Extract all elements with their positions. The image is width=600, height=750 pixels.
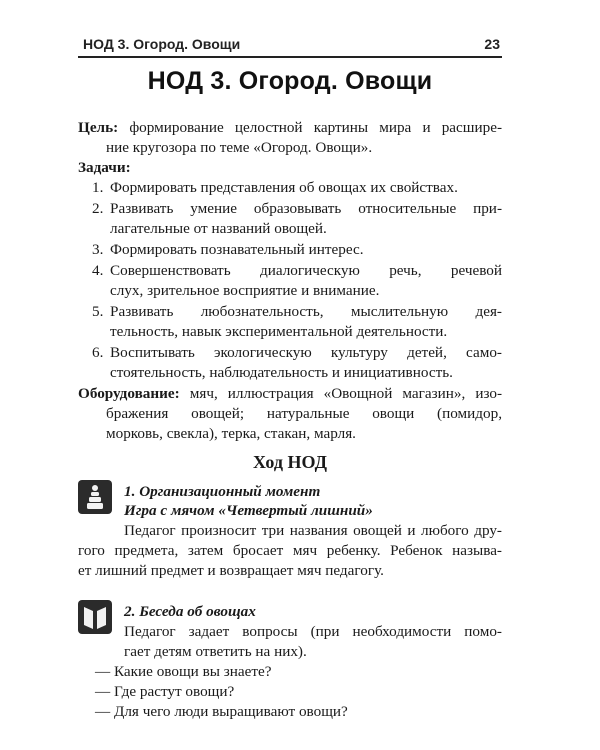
step1-line: гого предмета, затем бросает мяч ребенку. Ребенок называ- [78, 542, 502, 559]
equipment-label: Оборудование: [78, 385, 180, 402]
step1-title: 1. Организационный момент [124, 483, 321, 500]
task-number: 5. [92, 303, 104, 320]
task-number: 6. [92, 344, 104, 361]
equipment-line-1 [78, 384, 502, 404]
task-line: лагательные от названий овощей. [110, 220, 327, 237]
goal-line-1 [78, 118, 502, 138]
page-number: 23 [484, 36, 500, 52]
step2-line: Педагог задает вопросы (при необходимости помо- [124, 623, 502, 640]
task-number: 2. [92, 200, 104, 217]
running-title: НОД 3. Огород. Овощи [83, 36, 241, 52]
question-item: — Где растут овощи? [95, 683, 235, 700]
step1-subtitle: Игра с мячом «Четвертый лишний» [124, 502, 373, 519]
conversation-icon [78, 600, 112, 634]
course-heading: Ход НОД [252, 452, 328, 472]
step2-title: 2. Беседа об овощах [124, 603, 256, 620]
task-line: стоятельность, наблюдательность и инициативность. [110, 364, 453, 381]
task-number: 1. [92, 179, 104, 196]
task-line: Совершенствовать диалогическую речь, речевой [110, 262, 502, 279]
running-header [83, 36, 500, 54]
step2-line: гает детям ответить на них). [124, 643, 307, 660]
page-title: НОД 3. Огород. Овощи [147, 67, 433, 95]
goal-line-2: ние кругозора по теме «Огород. Овощи». [106, 139, 373, 156]
step1-line: Педагог произносит три названия овощей и любого дру- [124, 522, 502, 539]
task-line: Формировать представления об овощах их свойствах. [110, 179, 458, 196]
task-line: Развивать любознательность, мыслительную дея- [110, 303, 502, 320]
question-item: — Для чего люди выращивают овощи? [95, 703, 348, 720]
game-pyramid-icon [78, 480, 112, 514]
step1-line: ет лишний предмет и возвращает мяч педагогу. [78, 562, 384, 579]
task-number: 3. [92, 241, 104, 258]
equipment-line-2: бражения овощей; натуральные овощи (помидор, [106, 405, 502, 422]
task-line: Формировать познавательный интерес. [110, 241, 364, 258]
equipment-text-1: мяч, иллюстрация «Овощной магазин», изо- [189, 385, 503, 402]
task-line: тельность, навык экспериментальной деятельности. [110, 323, 448, 340]
task-line: слух, зрительное восприятие и внимание. [110, 282, 380, 299]
equipment-line-3: морковь, свекла), терка, стакан, марля. [106, 425, 356, 442]
question-item: — Какие овощи вы знаете? [95, 663, 272, 680]
tasks-label: Задачи: [78, 159, 131, 176]
task-line: Воспитывать экологическую культуру детей, само- [110, 344, 502, 361]
task-number: 4. [92, 262, 104, 279]
goal-text-1: формирование целостной картины мира и расшире- [129, 119, 503, 136]
goal-label: Цель: [78, 119, 119, 136]
task-line: Развивать умение образовывать относительные при- [110, 200, 502, 217]
header-rule [78, 56, 502, 58]
